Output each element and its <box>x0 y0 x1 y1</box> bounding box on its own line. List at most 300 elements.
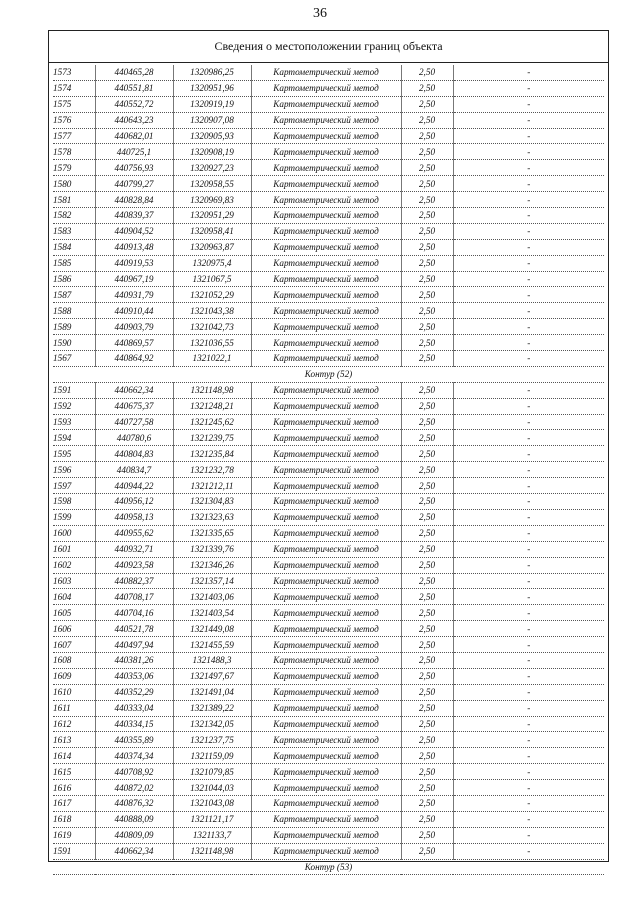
x-coordinate-cell: 440839,37 <box>95 208 173 224</box>
point-number-cell: 1617 <box>53 795 95 811</box>
point-number-cell: 1610 <box>53 684 95 700</box>
description-cell: - <box>453 732 604 748</box>
description-cell: - <box>453 843 604 859</box>
precision-cell: 2,50 <box>401 96 453 112</box>
description-cell: - <box>453 382 604 398</box>
method-cell: Картометрический метод <box>251 176 401 192</box>
description-cell: - <box>453 637 604 653</box>
description-cell: - <box>453 96 604 112</box>
precision-cell: 2,50 <box>401 239 453 255</box>
table-row <box>53 811 604 827</box>
table-row <box>53 192 604 208</box>
method-cell: Картометрический метод <box>251 525 401 541</box>
method-cell: Картометрический метод <box>251 239 401 255</box>
description-cell: - <box>453 573 604 589</box>
precision-cell: 2,50 <box>401 589 453 605</box>
y-coordinate-cell: 1321335,65 <box>173 525 251 541</box>
method-cell: Картометрический метод <box>251 684 401 700</box>
x-coordinate-cell: 440333,04 <box>95 700 173 716</box>
table-row <box>53 239 604 255</box>
table-row <box>53 700 604 716</box>
x-coordinate-cell: 440521,78 <box>95 621 173 637</box>
y-coordinate-cell: 1321403,54 <box>173 605 251 621</box>
precision-cell: 2,50 <box>401 684 453 700</box>
point-number-cell: 1582 <box>53 208 95 224</box>
precision-cell: 2,50 <box>401 494 453 510</box>
description-cell: - <box>453 478 604 494</box>
title-divider <box>49 62 608 63</box>
precision-cell: 2,50 <box>401 637 453 653</box>
table-row <box>53 144 604 160</box>
point-number-cell: 1576 <box>53 112 95 128</box>
method-cell: Картометрический метод <box>251 843 401 859</box>
method-cell: Картометрический метод <box>251 80 401 96</box>
point-number-cell: 1604 <box>53 589 95 605</box>
y-coordinate-cell: 1321121,17 <box>173 811 251 827</box>
point-number-cell: 1613 <box>53 732 95 748</box>
method-cell: Картометрический метод <box>251 652 401 668</box>
table-row <box>53 319 604 335</box>
point-number-cell: 1599 <box>53 509 95 525</box>
y-coordinate-cell: 1320958,41 <box>173 223 251 239</box>
table-row <box>53 764 604 780</box>
precision-cell: 2,50 <box>401 414 453 430</box>
precision-cell: 2,50 <box>401 780 453 796</box>
table-row <box>53 652 604 668</box>
point-number-cell: 1597 <box>53 478 95 494</box>
precision-cell: 2,50 <box>401 303 453 319</box>
table-row <box>53 446 604 462</box>
point-number-cell: 1600 <box>53 525 95 541</box>
x-coordinate-cell: 440864,92 <box>95 351 173 367</box>
point-number-cell: 1594 <box>53 430 95 446</box>
method-cell: Картометрический метод <box>251 557 401 573</box>
table-row <box>53 176 604 192</box>
precision-cell: 2,50 <box>401 478 453 494</box>
point-number-cell: 1603 <box>53 573 95 589</box>
x-coordinate-cell: 440799,27 <box>95 176 173 192</box>
x-coordinate-cell: 440465,28 <box>95 65 173 80</box>
description-cell: - <box>453 748 604 764</box>
precision-cell: 2,50 <box>401 557 453 573</box>
description-cell: - <box>453 716 604 732</box>
y-coordinate-cell: 1320958,55 <box>173 176 251 192</box>
description-cell: - <box>453 525 604 541</box>
method-cell: Картометрический метод <box>251 144 401 160</box>
point-number-cell: 1618 <box>53 811 95 827</box>
method-cell: Картометрический метод <box>251 573 401 589</box>
precision-cell: 2,50 <box>401 462 453 478</box>
method-cell: Картометрический метод <box>251 351 401 367</box>
description-cell: - <box>453 827 604 843</box>
table-row <box>53 748 604 764</box>
method-cell: Картометрический метод <box>251 192 401 208</box>
y-coordinate-cell: 1321159,09 <box>173 748 251 764</box>
x-coordinate-cell: 440956,12 <box>95 494 173 510</box>
y-coordinate-cell: 1321133,7 <box>173 827 251 843</box>
description-cell: - <box>453 80 604 96</box>
x-coordinate-cell: 440958,13 <box>95 509 173 525</box>
table-row <box>53 65 604 80</box>
description-cell: - <box>453 795 604 811</box>
description-cell: - <box>453 668 604 684</box>
table-row <box>53 732 604 748</box>
method-cell: Картометрический метод <box>251 112 401 128</box>
description-cell: - <box>453 811 604 827</box>
y-coordinate-cell: 1320908,19 <box>173 144 251 160</box>
table-row <box>53 780 604 796</box>
x-coordinate-cell: 440923,58 <box>95 557 173 573</box>
point-number-cell: 1589 <box>53 319 95 335</box>
precision-cell: 2,50 <box>401 112 453 128</box>
point-number-cell: 1614 <box>53 748 95 764</box>
description-cell: - <box>453 589 604 605</box>
method-cell: Картометрический метод <box>251 446 401 462</box>
y-coordinate-cell: 1320951,96 <box>173 80 251 96</box>
table-row <box>53 128 604 144</box>
method-cell: Картометрический метод <box>251 811 401 827</box>
y-coordinate-cell: 1321212,11 <box>173 478 251 494</box>
description-cell: - <box>453 446 604 462</box>
table-row <box>53 430 604 446</box>
y-coordinate-cell: 1321304,83 <box>173 494 251 510</box>
point-number-cell: 1615 <box>53 764 95 780</box>
precision-cell: 2,50 <box>401 668 453 684</box>
x-coordinate-cell: 440352,29 <box>95 684 173 700</box>
point-number-cell: 1616 <box>53 780 95 796</box>
x-coordinate-cell: 440675,37 <box>95 398 173 414</box>
point-number-cell: 1611 <box>53 700 95 716</box>
y-coordinate-cell: 1321022,1 <box>173 351 251 367</box>
description-cell: - <box>453 652 604 668</box>
point-number-cell: 1598 <box>53 494 95 510</box>
precision-cell: 2,50 <box>401 541 453 557</box>
y-coordinate-cell: 1321043,08 <box>173 795 251 811</box>
x-coordinate-cell: 440497,94 <box>95 637 173 653</box>
method-cell: Картометрический метод <box>251 65 401 80</box>
x-coordinate-cell: 440381,26 <box>95 652 173 668</box>
y-coordinate-cell: 1321043,38 <box>173 303 251 319</box>
method-cell: Картометрический метод <box>251 335 401 351</box>
method-cell: Картометрический метод <box>251 382 401 398</box>
point-number-cell: 1619 <box>53 827 95 843</box>
table-row <box>53 843 604 859</box>
description-cell: - <box>453 319 604 335</box>
point-number-cell: 1591 <box>53 382 95 398</box>
precision-cell: 2,50 <box>401 732 453 748</box>
y-coordinate-cell: 1321239,75 <box>173 430 251 446</box>
y-coordinate-cell: 1321052,29 <box>173 287 251 303</box>
table-row <box>53 827 604 843</box>
precision-cell: 2,50 <box>401 223 453 239</box>
precision-cell: 2,50 <box>401 843 453 859</box>
method-cell: Картометрический метод <box>251 430 401 446</box>
method-cell: Картометрический метод <box>251 795 401 811</box>
point-number-cell: 1567 <box>53 351 95 367</box>
precision-cell: 2,50 <box>401 398 453 414</box>
x-coordinate-cell: 440932,71 <box>95 541 173 557</box>
table-row <box>53 223 604 239</box>
x-coordinate-cell: 440955,62 <box>95 525 173 541</box>
coordinates-table-body <box>53 65 604 875</box>
method-cell: Картометрический метод <box>251 414 401 430</box>
method-cell: Картометрический метод <box>251 319 401 335</box>
precision-cell: 2,50 <box>401 605 453 621</box>
method-cell: Картометрический метод <box>251 716 401 732</box>
point-number-cell: 1592 <box>53 398 95 414</box>
x-coordinate-cell: 440727,58 <box>95 414 173 430</box>
point-number-cell: 1577 <box>53 128 95 144</box>
x-coordinate-cell: 440809,09 <box>95 827 173 843</box>
precision-cell: 2,50 <box>401 160 453 176</box>
point-number-cell: 1587 <box>53 287 95 303</box>
point-number-cell: 1608 <box>53 652 95 668</box>
description-cell: - <box>453 192 604 208</box>
precision-cell: 2,50 <box>401 525 453 541</box>
method-cell: Картометрический метод <box>251 494 401 510</box>
method-cell: Картометрический метод <box>251 637 401 653</box>
table-row <box>53 716 604 732</box>
precision-cell: 2,50 <box>401 509 453 525</box>
table-row <box>53 589 604 605</box>
description-cell: - <box>453 398 604 414</box>
precision-cell: 2,50 <box>401 811 453 827</box>
table-row <box>53 684 604 700</box>
y-coordinate-cell: 1321245,62 <box>173 414 251 430</box>
precision-cell: 2,50 <box>401 716 453 732</box>
table-row <box>53 557 604 573</box>
contour-label: Контур (52) <box>53 366 604 382</box>
method-cell: Картометрический метод <box>251 287 401 303</box>
y-coordinate-cell: 1320905,93 <box>173 128 251 144</box>
x-coordinate-cell: 440869,57 <box>95 335 173 351</box>
page-number: 36 <box>313 6 327 21</box>
method-cell: Картометрический метод <box>251 589 401 605</box>
y-coordinate-cell: 1320963,87 <box>173 239 251 255</box>
x-coordinate-cell: 440804,83 <box>95 446 173 462</box>
table-row <box>53 541 604 557</box>
y-coordinate-cell: 1321342,05 <box>173 716 251 732</box>
method-cell: Картометрический метод <box>251 398 401 414</box>
point-number-cell: 1578 <box>53 144 95 160</box>
table-row <box>53 255 604 271</box>
y-coordinate-cell: 1321455,59 <box>173 637 251 653</box>
precision-cell: 2,50 <box>401 255 453 271</box>
description-cell: - <box>453 112 604 128</box>
precision-cell: 2,50 <box>401 652 453 668</box>
precision-cell: 2,50 <box>401 208 453 224</box>
y-coordinate-cell: 1321491,04 <box>173 684 251 700</box>
description-cell: - <box>453 462 604 478</box>
method-cell: Картометрический метод <box>251 732 401 748</box>
x-coordinate-cell: 440931,79 <box>95 287 173 303</box>
precision-cell: 2,50 <box>401 271 453 287</box>
method-cell: Картометрический метод <box>251 462 401 478</box>
x-coordinate-cell: 440913,48 <box>95 239 173 255</box>
table-row <box>53 621 604 637</box>
x-coordinate-cell: 440967,19 <box>95 271 173 287</box>
y-coordinate-cell: 1321036,55 <box>173 335 251 351</box>
description-cell: - <box>453 621 604 637</box>
point-number-cell: 1601 <box>53 541 95 557</box>
description-cell: - <box>453 700 604 716</box>
point-number-cell: 1591 <box>53 843 95 859</box>
point-number-cell: 1605 <box>53 605 95 621</box>
y-coordinate-cell: 1321357,14 <box>173 573 251 589</box>
precision-cell: 2,50 <box>401 621 453 637</box>
point-number-cell: 1581 <box>53 192 95 208</box>
table-row <box>53 398 604 414</box>
x-coordinate-cell: 440756,93 <box>95 160 173 176</box>
method-cell: Картометрический метод <box>251 827 401 843</box>
point-number-cell: 1606 <box>53 621 95 637</box>
precision-cell: 2,50 <box>401 795 453 811</box>
y-coordinate-cell: 1321403,06 <box>173 589 251 605</box>
y-coordinate-cell: 1321237,75 <box>173 732 251 748</box>
x-coordinate-cell: 440876,32 <box>95 795 173 811</box>
x-coordinate-cell: 440888,09 <box>95 811 173 827</box>
precision-cell: 2,50 <box>401 335 453 351</box>
y-coordinate-cell: 1321235,84 <box>173 446 251 462</box>
y-coordinate-cell: 1321067,5 <box>173 271 251 287</box>
point-number-cell: 1586 <box>53 271 95 287</box>
table-row <box>53 668 604 684</box>
frame-title: Сведения о местоположении границ объекта <box>214 39 443 53</box>
description-cell: - <box>453 351 604 367</box>
y-coordinate-cell: 1321488,3 <box>173 652 251 668</box>
table-row <box>53 509 604 525</box>
y-coordinate-cell: 1321044,03 <box>173 780 251 796</box>
coordinates-frame <box>48 30 609 872</box>
table-row <box>53 351 604 367</box>
x-coordinate-cell: 440551,81 <box>95 80 173 96</box>
description-cell: - <box>453 414 604 430</box>
description-cell: - <box>453 509 604 525</box>
method-cell: Картометрический метод <box>251 303 401 319</box>
description-cell: - <box>453 287 604 303</box>
x-coordinate-cell: 440708,92 <box>95 764 173 780</box>
description-cell: - <box>453 160 604 176</box>
precision-cell: 2,50 <box>401 287 453 303</box>
y-coordinate-cell: 1320969,83 <box>173 192 251 208</box>
table-row <box>53 335 604 351</box>
point-number-cell: 1602 <box>53 557 95 573</box>
y-coordinate-cell: 1321148,98 <box>173 382 251 398</box>
x-coordinate-cell: 440374,34 <box>95 748 173 764</box>
description-cell: - <box>453 128 604 144</box>
precision-cell: 2,50 <box>401 80 453 96</box>
method-cell: Картометрический метод <box>251 223 401 239</box>
point-number-cell: 1609 <box>53 668 95 684</box>
precision-cell: 2,50 <box>401 319 453 335</box>
precision-cell: 2,50 <box>401 446 453 462</box>
method-cell: Картометрический метод <box>251 160 401 176</box>
precision-cell: 2,50 <box>401 176 453 192</box>
x-coordinate-cell: 440682,01 <box>95 128 173 144</box>
description-cell: - <box>453 605 604 621</box>
method-cell: Картометрический метод <box>251 748 401 764</box>
precision-cell: 2,50 <box>401 65 453 80</box>
method-cell: Картометрический метод <box>251 271 401 287</box>
precision-cell: 2,50 <box>401 748 453 764</box>
y-coordinate-cell: 1321346,26 <box>173 557 251 573</box>
x-coordinate-cell: 440355,89 <box>95 732 173 748</box>
table-row <box>53 414 604 430</box>
x-coordinate-cell: 440882,37 <box>95 573 173 589</box>
x-coordinate-cell: 440834,7 <box>95 462 173 478</box>
contour-label-row <box>53 366 604 382</box>
point-number-cell: 1580 <box>53 176 95 192</box>
x-coordinate-cell: 440353,06 <box>95 668 173 684</box>
table-row <box>53 605 604 621</box>
description-cell: - <box>453 303 604 319</box>
table-row <box>53 271 604 287</box>
point-number-cell: 1596 <box>53 462 95 478</box>
method-cell: Картометрический метод <box>251 208 401 224</box>
method-cell: Картометрический метод <box>251 780 401 796</box>
precision-cell: 2,50 <box>401 430 453 446</box>
method-cell: Картометрический метод <box>251 668 401 684</box>
y-coordinate-cell: 1320919,19 <box>173 96 251 112</box>
y-coordinate-cell: 1321339,76 <box>173 541 251 557</box>
description-cell: - <box>453 541 604 557</box>
description-cell: - <box>453 271 604 287</box>
y-coordinate-cell: 1320975,4 <box>173 255 251 271</box>
precision-cell: 2,50 <box>401 573 453 589</box>
table-row <box>53 462 604 478</box>
y-coordinate-cell: 1321497,67 <box>173 668 251 684</box>
table-row <box>53 525 604 541</box>
point-number-cell: 1584 <box>53 239 95 255</box>
point-number-cell: 1583 <box>53 223 95 239</box>
coordinates-table <box>53 65 604 875</box>
precision-cell: 2,50 <box>401 827 453 843</box>
x-coordinate-cell: 440334,15 <box>95 716 173 732</box>
y-coordinate-cell: 1321449,08 <box>173 621 251 637</box>
method-cell: Картометрический метод <box>251 96 401 112</box>
y-coordinate-cell: 1321148,98 <box>173 843 251 859</box>
table-row <box>53 112 604 128</box>
table-row <box>53 303 604 319</box>
y-coordinate-cell: 1321389,22 <box>173 700 251 716</box>
method-cell: Картометрический метод <box>251 128 401 144</box>
x-coordinate-cell: 440944,22 <box>95 478 173 494</box>
description-cell: - <box>453 239 604 255</box>
x-coordinate-cell: 440780,6 <box>95 430 173 446</box>
x-coordinate-cell: 440643,23 <box>95 112 173 128</box>
table-row <box>53 637 604 653</box>
y-coordinate-cell: 1321323,63 <box>173 509 251 525</box>
contour-label: Контур (53) <box>53 859 604 875</box>
table-row <box>53 795 604 811</box>
y-coordinate-cell: 1321079,85 <box>173 764 251 780</box>
table-row <box>53 80 604 96</box>
point-number-cell: 1607 <box>53 637 95 653</box>
x-coordinate-cell: 440828,84 <box>95 192 173 208</box>
table-row <box>53 478 604 494</box>
precision-cell: 2,50 <box>401 144 453 160</box>
table-row <box>53 382 604 398</box>
point-number-cell: 1612 <box>53 716 95 732</box>
method-cell: Картометрический метод <box>251 621 401 637</box>
description-cell: - <box>453 764 604 780</box>
contour-label-row <box>53 859 604 875</box>
precision-cell: 2,50 <box>401 128 453 144</box>
point-number-cell: 1573 <box>53 65 95 80</box>
method-cell: Картометрический метод <box>251 764 401 780</box>
method-cell: Картометрический метод <box>251 700 401 716</box>
description-cell: - <box>453 494 604 510</box>
